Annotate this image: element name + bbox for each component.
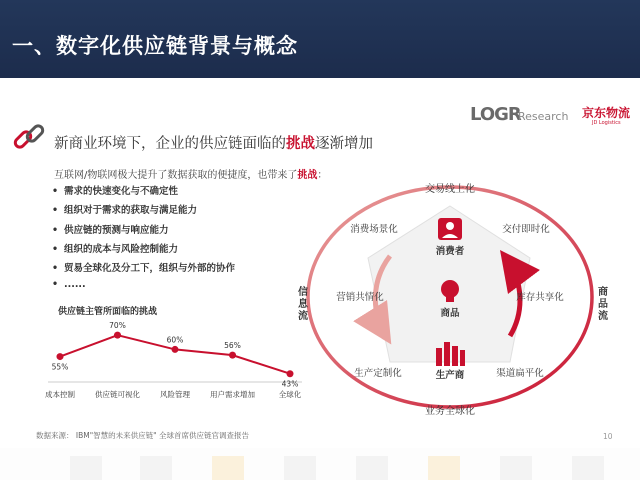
x-tick-label: 供应链可视化 bbox=[95, 390, 140, 399]
x-tick-label: 成本控制 bbox=[45, 390, 75, 399]
intro-highlight: 挑战 bbox=[297, 170, 318, 181]
data-source: 数据来源： IBM"智慧的未来供应链" 全球首席供应链官调查报告 bbox=[36, 431, 249, 440]
label-production: 生产定制化 bbox=[354, 368, 402, 379]
product-label: 商品 bbox=[440, 308, 460, 319]
supply-chain-diagram bbox=[290, 176, 630, 420]
list-item-text: 组织的成本与风险控制能力 bbox=[64, 243, 179, 255]
label-delivery: 交付即时化 bbox=[502, 224, 550, 235]
list-item: • 组织的成本与风险控制能力 bbox=[52, 243, 179, 255]
x-tick-label: 用户需求增加 bbox=[210, 390, 255, 399]
label-consumption: 消费场景化 bbox=[350, 224, 398, 235]
section-subtitle bbox=[54, 132, 373, 153]
list-item-text: 组织对于需求的获取与满足能力 bbox=[64, 205, 198, 217]
x-tick-label: 风险管理 bbox=[160, 390, 190, 399]
bottom-strip bbox=[0, 448, 640, 480]
data-label: 70% bbox=[109, 321, 126, 331]
subtitle-highlight: 挑战 bbox=[286, 136, 315, 152]
jd-logistics-logo: 京东物流 bbox=[582, 106, 631, 120]
challenge-line-chart bbox=[40, 316, 310, 406]
list-item: • 贸易全球化及分工下，组织与外部的协作 bbox=[52, 263, 236, 275]
data-point bbox=[172, 346, 179, 353]
jd-logistics-en: JD Logistics bbox=[592, 120, 621, 126]
data-point bbox=[114, 332, 121, 339]
data-label: 60% bbox=[166, 335, 184, 345]
page-title: 一、数字化供应链背景与概念 bbox=[12, 34, 298, 58]
subtitle-suffix: 逐渐增加 bbox=[315, 136, 373, 152]
data-point bbox=[229, 352, 236, 359]
list-item-text: ...... bbox=[64, 279, 86, 291]
label-marketing: 营销共情化 bbox=[336, 292, 384, 303]
data-point bbox=[57, 353, 64, 360]
page-number: 10 bbox=[603, 432, 613, 441]
chart-title: 供应链主管所面临的挑战 bbox=[58, 307, 158, 317]
subtitle-prefix: 新商业环境下，企业的供应链面临的 bbox=[54, 136, 286, 152]
ring-label-right: 商品流 bbox=[598, 287, 608, 322]
list-item: • 需求的快速变化与不确定性 bbox=[52, 186, 179, 197]
list-item-text: 供应链的预测与响应能力 bbox=[64, 224, 169, 236]
x-tick-label: 全球化 bbox=[278, 390, 302, 399]
data-label: 56% bbox=[224, 341, 241, 351]
chain-link-icon bbox=[10, 118, 50, 158]
ring-label-bottom: 业务全球化 bbox=[425, 406, 475, 417]
intro-prefix: 互联网/物联网极大提升了数据获取的便捷度，也带来了 bbox=[54, 170, 298, 181]
ring-label-top: 交易线上化 bbox=[425, 184, 475, 195]
consumer-label: 消费者 bbox=[435, 246, 465, 257]
data-label: 43% bbox=[281, 379, 299, 389]
label-channel: 渠道扁平化 bbox=[496, 368, 544, 379]
logr-research-text: Research bbox=[518, 110, 569, 123]
logr-logo: LOGR bbox=[470, 104, 521, 125]
list-item: • 供应链的预测与响应能力 bbox=[52, 224, 169, 236]
logos bbox=[470, 104, 640, 130]
list-item-text: 贸易全球化及分工下，组织与外部的协作 bbox=[64, 263, 236, 275]
label-inventory: 库存共享化 bbox=[516, 292, 564, 303]
ring-label-left: 信息流 bbox=[298, 287, 308, 322]
intro-text bbox=[54, 166, 327, 181]
intro-suffix: ： bbox=[317, 170, 328, 181]
consumer-node bbox=[436, 218, 465, 257]
list-item: • ...... bbox=[52, 279, 86, 291]
data-label: 55% bbox=[51, 362, 69, 372]
challenge-list bbox=[52, 183, 235, 299]
producer-label: 生产商 bbox=[435, 370, 465, 381]
list-item: • 组织对于需求的获取与满足能力 bbox=[52, 205, 198, 217]
slide-header bbox=[0, 0, 640, 78]
list-item-text: 需求的快速变化与不确定性 bbox=[64, 186, 179, 197]
